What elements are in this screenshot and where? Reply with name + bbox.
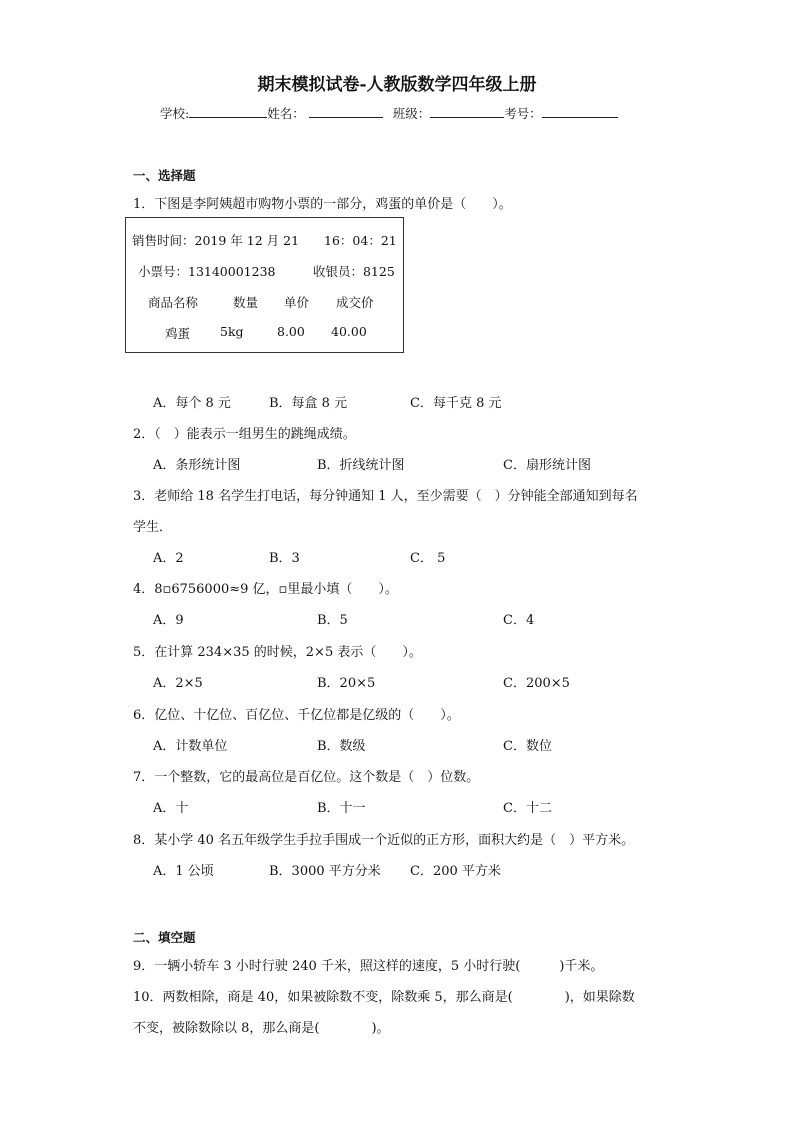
q7-option-c[interactable]: C．十二 [503, 801, 552, 816]
question-1: 1．下图是李阿姨超市购物小票的一部分，鸡蛋的单价是（ ）。 [133, 197, 512, 212]
q1-option-a[interactable]: A．每个 8 元 [153, 396, 231, 411]
q7-option-b[interactable]: B．十一 [317, 801, 366, 816]
q5-option-b[interactable]: B．20×5 [317, 676, 376, 691]
school-label: 学校: [160, 106, 190, 121]
q8-option-a[interactable]: A．1 公顷 [153, 864, 214, 879]
receipt-header-qty: 数量 [233, 295, 259, 310]
q3-option-a[interactable]: A．2 [153, 551, 184, 566]
question-3-cont: 学生． [133, 520, 173, 535]
q7-option-a[interactable]: A．十 [153, 801, 189, 816]
school-blank[interactable] [189, 105, 267, 118]
q2-option-b[interactable]: B．折线统计图 [317, 458, 405, 473]
class-blank[interactable] [430, 105, 504, 118]
number-label: 考号： [504, 106, 542, 121]
q8-option-c[interactable]: C．200 平方米 [410, 864, 501, 879]
q5-option-a[interactable]: A．2×5 [153, 676, 203, 691]
q6-option-c[interactable]: C．数位 [503, 739, 552, 754]
section-heading-fill: 二、填空题 [133, 930, 196, 945]
class-label: 班级： [392, 106, 431, 121]
question-9: 9．一辆小轿车 3 小时行驶 240 千米，照这样的速度，5 小时行驶( )千米。 [133, 959, 604, 974]
q2-option-c[interactable]: C．扇形统计图 [503, 458, 591, 473]
receipt-header-price: 单价 [284, 295, 310, 310]
receipt-box [125, 217, 404, 353]
question-10-cont: 不变，被除数除以 8，那么商是( )。 [133, 1021, 390, 1036]
q3-option-b[interactable]: B．3 [269, 551, 300, 566]
question-6: 6．亿位、十亿位、百亿位、千亿位都是亿级的（ ）。 [133, 708, 460, 723]
q1-option-b[interactable]: B．每盒 8 元 [269, 396, 348, 411]
receipt-item-qty: 5kg [220, 324, 244, 339]
receipt-number-cashier: 小票号：13140001238 收银员：8125 [138, 264, 395, 279]
question-3: 3．老师给 18 名学生打电话，每分钟通知 1 人，至少需要（ ）分钟能全部通知到每名 [133, 489, 638, 504]
receipt-sale-time: 销售时间：2019 年 12 月 21 16：04：21 [132, 233, 397, 248]
question-2: 2．（ ）能表示一组男生的跳绳成绩。 [133, 427, 356, 442]
q3-option-c[interactable]: C． 5 [410, 551, 446, 566]
receipt-header-name: 商品名称 [148, 295, 199, 310]
q4-option-a[interactable]: A．9 [153, 613, 184, 628]
question-5: 5．在计算 234×35 的时候，2×5 表示（ ）。 [133, 645, 422, 660]
page-title: 期末模拟试卷-人教版数学四年级上册 [257, 75, 537, 95]
question-7: 7．一个整数，它的最高位是百亿位。这个数是（ ）位数。 [133, 770, 480, 785]
question-8: 8．某小学 40 名五年级学生手拉手围成一个近似的正方形，面积大约是（ ）平方米。 [133, 833, 635, 848]
receipt-header-total: 成交价 [336, 295, 374, 310]
question-10: 10．两数相除，商是 40，如果被除数不变，除数乘 5，那么商是( )，如果除数 [133, 990, 635, 1005]
q2-option-a[interactable]: A．条形统计图 [153, 458, 241, 473]
q4-option-b[interactable]: B．5 [317, 613, 348, 628]
name-blank[interactable] [309, 105, 383, 118]
q8-option-b[interactable]: B．3000 平方分米 [269, 864, 381, 879]
receipt-item-price: 8.00 [277, 324, 305, 339]
question-4: 4．8▫6756000≈9 亿，▫里最小填（ ）。 [133, 582, 398, 597]
student-info-line [160, 104, 618, 122]
q5-option-c[interactable]: C．200×5 [503, 676, 570, 691]
name-label: 姓名： [267, 106, 305, 121]
q6-option-a[interactable]: A．计数单位 [153, 739, 228, 754]
receipt-item-name: 鸡蛋 [165, 326, 191, 341]
receipt-item-total: 40.00 [331, 324, 367, 339]
section-heading-choice: 一、选择题 [133, 168, 196, 183]
number-blank[interactable] [542, 105, 618, 118]
q6-option-b[interactable]: B．数级 [317, 739, 366, 754]
q4-option-c[interactable]: C．4 [503, 613, 535, 628]
q1-option-c[interactable]: C．每千克 8 元 [410, 396, 502, 411]
